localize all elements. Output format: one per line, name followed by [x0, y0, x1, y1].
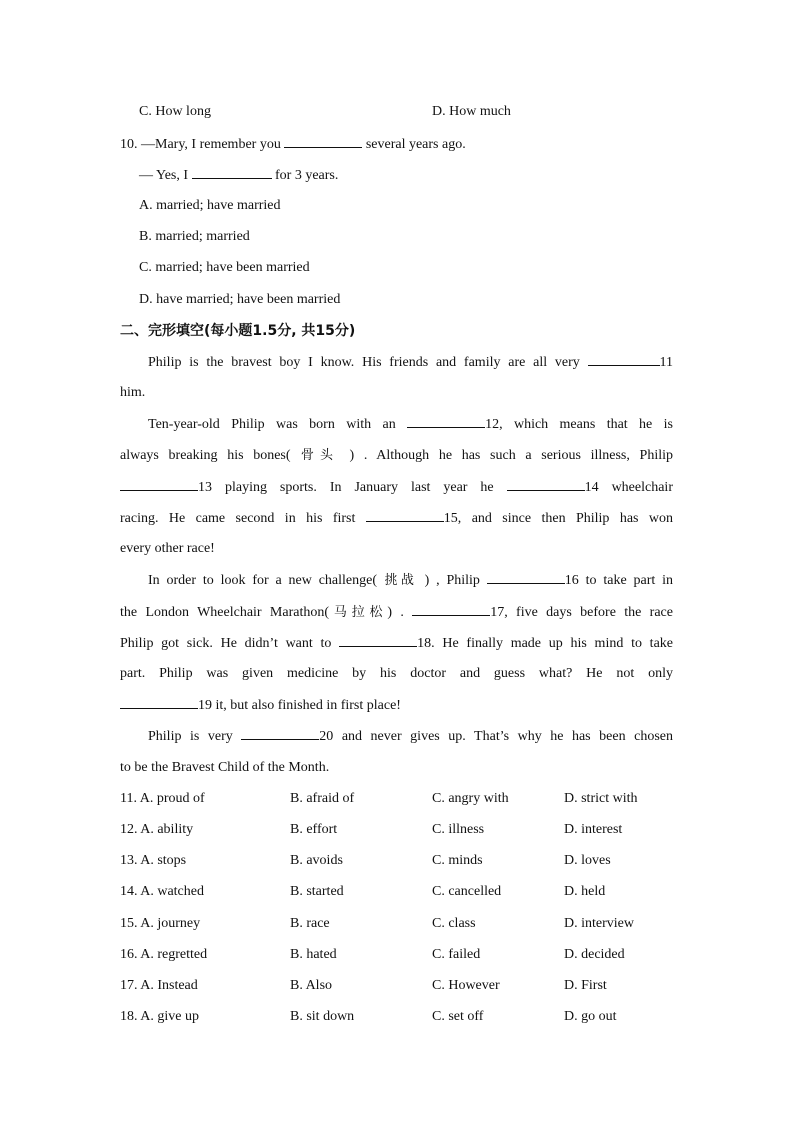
answer-blank [588, 353, 660, 366]
passage-text: Philip got sick. He didn’t want to [120, 636, 340, 651]
passage-text: racing. He came second in his first [120, 511, 366, 526]
q10-option-d: D. have married; have been married [139, 292, 341, 307]
answer-blank [412, 603, 490, 616]
answer-blank [507, 478, 585, 491]
q10-option-b: B. married; married [139, 229, 250, 244]
option-d: D. go out [564, 1009, 617, 1024]
passage-line: to be the Bravest Child of the Month. [120, 760, 330, 775]
q9-option-c: C. How long [139, 104, 211, 119]
option-a: 15. A. journey [120, 916, 201, 931]
answer-blank [120, 696, 198, 709]
option-a: 11. A. proud of [120, 791, 205, 806]
passage-text: ) . [387, 605, 413, 620]
passage-line [120, 447, 673, 465]
option-d: D. decided [564, 947, 625, 962]
option-a: 13. A. stops [120, 853, 187, 868]
option-a: 12. A. ability [120, 822, 194, 837]
option-c: C. However [432, 978, 500, 993]
q10-option-c: C. married; have been married [139, 260, 310, 275]
option-b: B. avoids [290, 853, 343, 868]
passage-text: always breaking his bones( [120, 448, 291, 463]
passage-text: 18. He finally made up his mind to take [417, 636, 674, 651]
passage-text: 19 it, but also finished in first place! [198, 698, 401, 713]
passage-text: 11 [659, 355, 673, 370]
answer-blank [407, 415, 485, 428]
answer-blank [339, 634, 417, 647]
answer-blank [366, 509, 444, 522]
section-heading: 二、完形填空(每小题1.5分, 共15分) [120, 323, 356, 339]
passage-line: every other race! [120, 541, 215, 556]
answer-blank [192, 166, 272, 179]
q10-reply-text-end: for 3 years. [271, 168, 339, 183]
option-a: 17. A. Instead [120, 978, 198, 993]
option-c: C. class [432, 916, 476, 931]
option-d: D. interview [564, 916, 634, 931]
option-c: C. minds [432, 853, 483, 868]
passage-line [120, 509, 673, 528]
passage-text: the London Wheelchair Marathon( [120, 605, 330, 620]
passage-text: 13 playing sports. In January last year he [198, 480, 507, 495]
q10-stem-text: 10. —Mary, I remember you [120, 137, 285, 152]
option-c: C. failed [432, 947, 481, 962]
option-b: B. sit down [290, 1009, 355, 1024]
option-c: C. illness [432, 822, 485, 837]
passage-text: 20 and never gives up. That’s why he has been chosen [319, 729, 674, 744]
answer-blank [120, 478, 198, 491]
passage-text: ) . Although he has such a serious illness, Philip [349, 448, 673, 463]
option-a: 14. A. watched [120, 884, 204, 899]
passage-text-chinese: 马拉松 [329, 605, 388, 620]
passage-text: Ten-year-old Philip was born with an [148, 417, 408, 432]
option-b: B. afraid of [290, 791, 355, 806]
passage-text: In order to look for a new challenge( [148, 573, 378, 588]
passage-text: 15, and since then Philip has won [443, 511, 674, 526]
answer-blank [241, 727, 319, 740]
q10-reply-text: — Yes, I [139, 168, 192, 183]
option-d: D. held [564, 884, 606, 899]
option-d: D. strict with [564, 791, 638, 806]
q10-reply [139, 166, 338, 185]
option-a: 16. A. regretted [120, 947, 208, 962]
option-b: B. effort [290, 822, 338, 837]
passage-line [120, 478, 673, 497]
q10-stem [120, 135, 466, 154]
passage-line [148, 353, 673, 372]
passage-line [148, 415, 673, 434]
passage-line: part. Philip was given medicine by his doctor and guess what? He not only [120, 666, 673, 681]
q10-option-a: A. married; have married [139, 198, 281, 213]
passage-line: him. [120, 385, 146, 400]
passage-text-chinese: 骨头 [290, 448, 350, 463]
answer-blank [284, 135, 362, 148]
passage-text: 12, which means that he is [485, 417, 673, 432]
option-a: 18. A. give up [120, 1009, 199, 1024]
passage-line [120, 603, 673, 622]
passage-line [120, 696, 401, 715]
passage-text-chinese: 挑战 [377, 573, 425, 588]
option-c: C. angry with [432, 791, 509, 806]
passage-text: ) , Philip [424, 573, 487, 588]
option-d: D. loves [564, 853, 611, 868]
passage-line [148, 571, 673, 590]
option-d: D. interest [564, 822, 623, 837]
answer-blank [487, 571, 565, 584]
q10-stem-text-end: several years ago. [362, 137, 466, 152]
passage-text: 16 to take part in [564, 573, 673, 588]
passage-text: Philip is the bravest boy I know. His friends and family are all very [148, 355, 588, 370]
passage-text: 17, five days before the race [490, 605, 673, 620]
q9-option-d: D. How much [432, 104, 511, 119]
option-c: C. set off [432, 1009, 484, 1024]
option-b: B. started [290, 884, 344, 899]
passage-line [120, 634, 673, 653]
passage-line [148, 727, 673, 746]
passage-text: 14 wheelchair [584, 480, 673, 495]
option-b: B. Also [290, 978, 333, 993]
option-c: C. cancelled [432, 884, 502, 899]
option-b: B. race [290, 916, 330, 931]
option-d: D. First [564, 978, 607, 993]
option-b: B. hated [290, 947, 337, 962]
passage-text: Philip is very [148, 729, 242, 744]
